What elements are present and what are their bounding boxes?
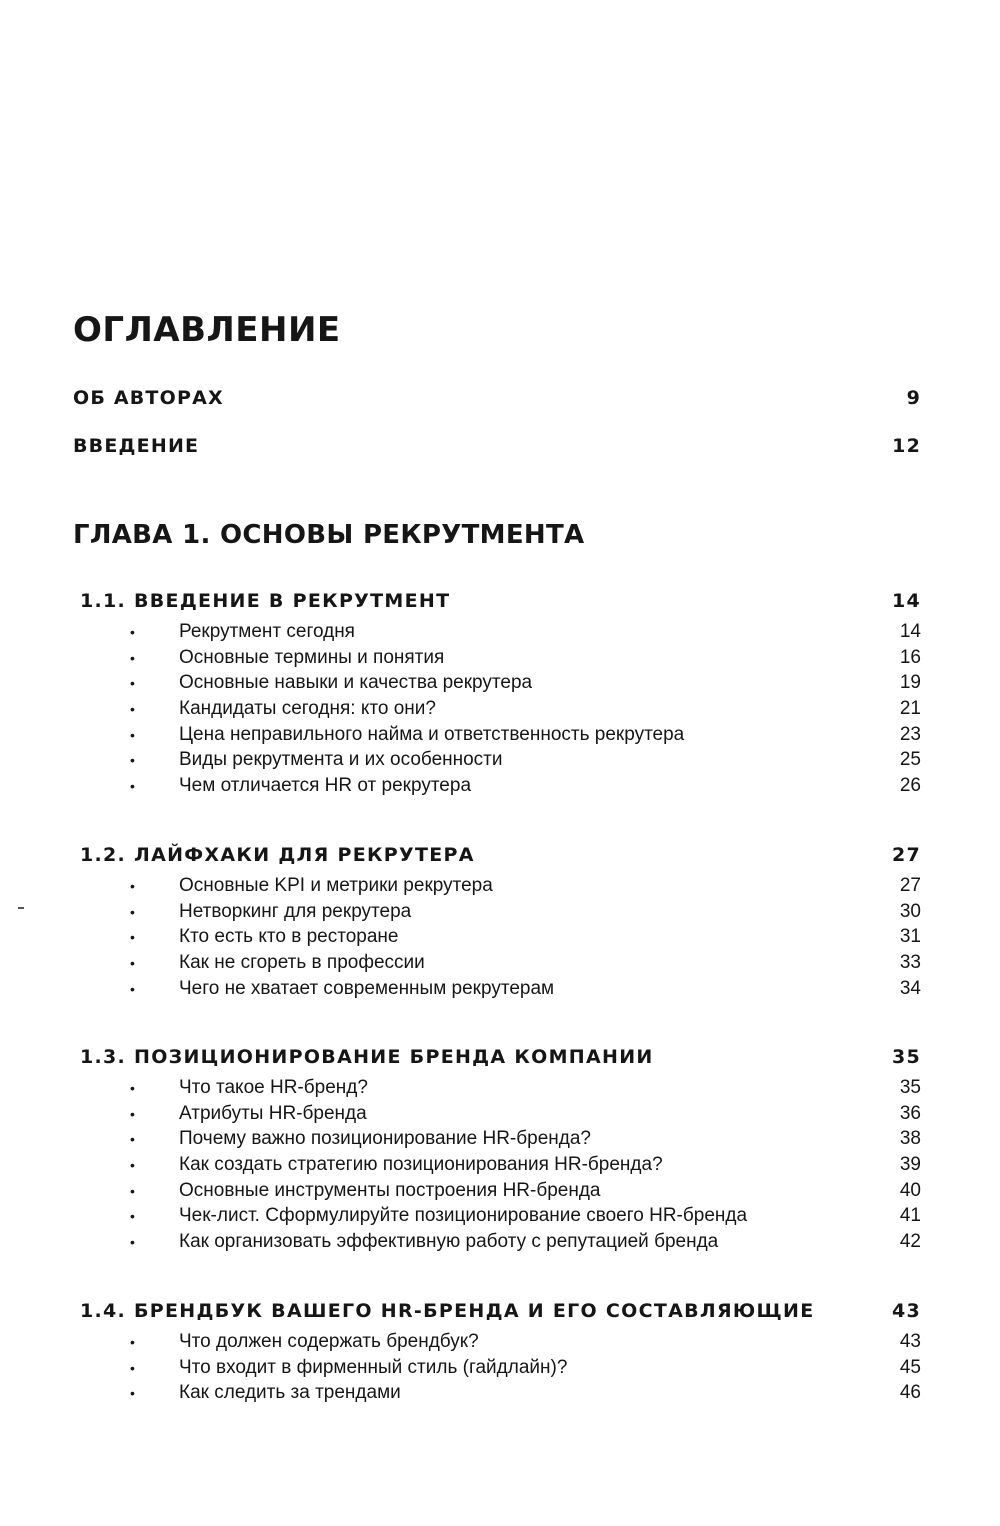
item-page: 46	[899, 1382, 921, 1404]
entry-page: 12	[892, 435, 921, 457]
toc-entry-introduction[interactable]	[73, 431, 921, 461]
toc-item[interactable]	[80, 670, 921, 696]
item-label: Кандидаты сегодня: кто они?	[179, 697, 436, 719]
section-page: 35	[891, 1046, 921, 1068]
toc-item[interactable]	[80, 619, 921, 645]
section-page: 43	[891, 1300, 921, 1322]
toc-item[interactable]	[80, 1126, 921, 1152]
section-page: 27	[891, 844, 921, 866]
section-heading[interactable]	[80, 1296, 921, 1326]
item-label: Атрибуты HR-бренда	[179, 1102, 367, 1124]
item-page: 25	[899, 749, 921, 771]
section-items	[80, 1329, 921, 1406]
bullet-icon: •	[130, 980, 135, 997]
section-label: 1.4. БРЕНДБУК ВАШЕГО HR-БРЕНДА И ЕГО СОСТАВЛЯЮЩИЕ	[80, 1300, 815, 1322]
section-heading[interactable]	[80, 1042, 921, 1072]
toc-item[interactable]	[80, 899, 921, 925]
item-label: Что входит в фирменный стиль (гайдлайн)?	[179, 1356, 568, 1378]
toc-item[interactable]	[80, 1075, 921, 1101]
toc-item[interactable]	[80, 924, 921, 950]
item-label: Почему важно позиционирование HR-бренда?	[179, 1128, 591, 1150]
item-label: Как организовать эффективную работу с репутацией бренда	[179, 1230, 719, 1252]
item-label: Что такое HR-бренд?	[179, 1076, 368, 1098]
toc-section-1-2	[80, 840, 921, 1001]
bullet-icon: •	[130, 1233, 135, 1250]
bullet-icon: •	[130, 726, 135, 743]
section-heading[interactable]	[80, 840, 921, 870]
toc-section-1-1	[80, 586, 921, 799]
bullet-icon: •	[130, 675, 135, 692]
item-page: 45	[899, 1356, 921, 1378]
item-page: 42	[899, 1230, 921, 1252]
bullet-icon: •	[130, 623, 135, 640]
item-label: Чего не хватает современным рекрутерам	[179, 977, 555, 999]
bullet-icon: •	[130, 1385, 135, 1402]
bullet-icon: •	[130, 1079, 135, 1096]
item-page: 27	[899, 874, 921, 896]
bullet-icon: •	[130, 1105, 135, 1122]
toc-item[interactable]	[80, 722, 921, 748]
item-page: 30	[899, 900, 921, 922]
item-page: 39	[899, 1153, 921, 1175]
section-label: 1.3. ПОЗИЦИОНИРОВАНИЕ БРЕНДА КОМПАНИИ	[80, 1046, 654, 1068]
toc-section-1-3	[80, 1042, 921, 1255]
bullet-icon: •	[130, 1131, 135, 1148]
section-items	[80, 619, 921, 799]
bullet-icon: •	[130, 752, 135, 769]
item-page: 43	[899, 1330, 921, 1352]
item-label: Рекрутмент сегодня	[179, 620, 355, 642]
toc-title: ОГЛАВЛЕНИЕ	[73, 310, 341, 350]
bullet-icon: •	[130, 929, 135, 946]
toc-item[interactable]	[80, 873, 921, 899]
item-label: Основные инструменты построения HR-бренда	[179, 1179, 601, 1201]
item-label: Как следить за трендами	[179, 1382, 401, 1404]
item-label: Кто есть кто в ресторане	[179, 926, 399, 948]
item-page: 36	[899, 1102, 921, 1124]
toc-item[interactable]	[80, 696, 921, 722]
item-label: Виды рекрутмента и их особенности	[179, 749, 503, 771]
bullet-icon: •	[130, 954, 135, 971]
item-label: Основные навыки и качества рекрутера	[179, 672, 533, 694]
item-page: 35	[899, 1076, 921, 1098]
section-heading[interactable]	[80, 586, 921, 616]
toc-entry-about-authors[interactable]	[73, 383, 921, 413]
toc-item[interactable]	[80, 645, 921, 671]
item-label: Как создать стратегию позиционирования HR-бренда?	[179, 1153, 663, 1175]
item-label: Основные KPI и метрики рекрутера	[179, 874, 493, 896]
toc-item[interactable]	[80, 1178, 921, 1204]
item-page: 26	[899, 774, 921, 796]
bullet-icon: •	[130, 877, 135, 894]
bullet-icon: •	[130, 1359, 135, 1376]
toc-item[interactable]	[80, 1355, 921, 1381]
bullet-icon: •	[130, 1333, 135, 1350]
section-label: 1.1. ВВЕДЕНИЕ В РЕКРУТМЕНТ	[80, 590, 451, 612]
item-label: Чем отличается HR от рекрутера	[179, 774, 472, 796]
bullet-icon: •	[130, 1208, 135, 1225]
toc-item[interactable]	[80, 1229, 921, 1255]
entry-label: ВВЕДЕНИЕ	[73, 435, 200, 457]
toc-item[interactable]	[80, 1101, 921, 1127]
item-label: Как не сгореть в профессии	[179, 951, 425, 973]
toc-section-1-4	[80, 1296, 921, 1406]
item-page: 31	[899, 926, 921, 948]
entry-page: 9	[906, 387, 921, 409]
chapter-heading: ГЛАВА 1. ОСНОВЫ РЕКРУТМЕНТА	[73, 520, 585, 550]
bullet-icon: •	[130, 700, 135, 717]
item-label: Цена неправильного найма и ответственность рекрутера	[179, 723, 685, 745]
toc-item[interactable]	[80, 1329, 921, 1355]
toc-item[interactable]	[80, 976, 921, 1002]
toc-item[interactable]	[80, 1203, 921, 1229]
item-page: 38	[899, 1128, 921, 1150]
bullet-icon: •	[130, 777, 135, 794]
toc-item[interactable]	[80, 747, 921, 773]
toc-item[interactable]	[80, 1152, 921, 1178]
item-page: 16	[899, 646, 921, 668]
item-label: Основные термины и понятия	[179, 646, 445, 668]
bullet-icon: •	[130, 1156, 135, 1173]
item-page: 19	[899, 672, 921, 694]
bullet-icon: •	[130, 1182, 135, 1199]
toc-item[interactable]	[80, 773, 921, 799]
section-items	[80, 873, 921, 1001]
item-page: 21	[899, 697, 921, 719]
item-page: 34	[899, 977, 921, 999]
item-label: Нетворкинг для рекрутера	[179, 900, 412, 922]
item-page: 41	[899, 1205, 921, 1227]
item-label: Чек-лист. Сформулируйте позиционирование своего HR-бренда	[179, 1205, 748, 1227]
section-items	[80, 1075, 921, 1255]
section-page: 14	[891, 590, 921, 612]
entry-label: ОБ АВТОРАХ	[73, 387, 224, 409]
section-label: 1.2. ЛАЙФХАКИ ДЛЯ РЕКРУТЕРА	[80, 844, 475, 866]
item-page: 23	[899, 723, 921, 745]
item-label: Что должен содержать брендбук?	[179, 1330, 479, 1352]
item-page: 33	[899, 951, 921, 973]
scan-mark	[18, 907, 24, 909]
toc-item[interactable]	[80, 1380, 921, 1406]
item-page: 14	[899, 620, 921, 642]
bullet-icon: •	[130, 649, 135, 666]
toc-item[interactable]	[80, 950, 921, 976]
bullet-icon: •	[130, 903, 135, 920]
item-page: 40	[899, 1179, 921, 1201]
